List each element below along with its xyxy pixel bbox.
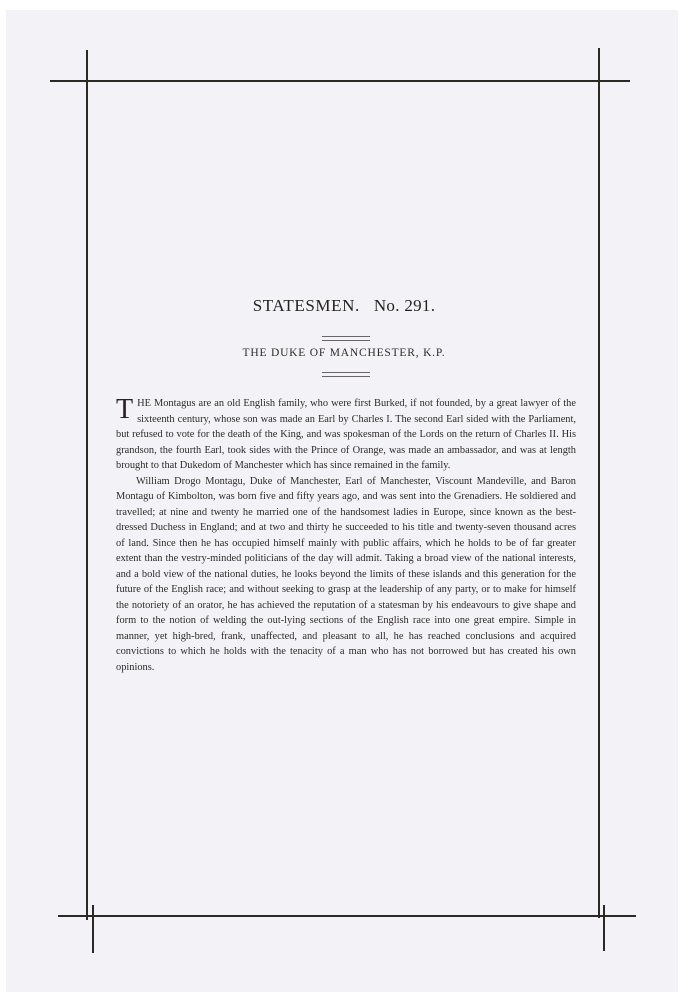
ornamental-rule-lower — [322, 372, 370, 377]
frame-top-rule — [50, 80, 630, 82]
first-word-rest: HE — [137, 398, 151, 409]
ornamental-rule-upper — [322, 336, 370, 341]
series-number: No. 291. — [373, 296, 436, 315]
frame-right-lower-rule — [603, 905, 605, 951]
series-heading — [88, 296, 600, 316]
article-paragraph-2: William Drogo Montagu, Duke of Manchester, Earl of Manchester, Viscount Mandeville, and Baron Montagu of Kimbolton, was born five and fifty years ago, and was sent into the Grenadiers. He soldiered and travelled; at nine and twenty he married one of the handsomest ladies in Europe, since known as the best-dressed Duchess in England; and at two and thirty he succeeded to his title and twenty-seven thousand acres of land. Since then he has occupied himself mainly with public affairs, which he holds to be of far greater extent than the vestry-minded politicians of the day will admit. Taking a broad view of the national interests, and a bold view of the national duties, he looks beyond the limits of these islands and this generation for the future of the English race; and without seeking to grasp at the leadership of any party, or to make for himself the notoriety of an orator, he has achieved the reputation of a statesman by his endeavours to give shape and form to the notion of welding the out-lying sections of the English race into one great empire. Simple in manner, yet high-bred, frank, unaffected, and pleasant to all, he has reached conclusions and acquired convictions to which he holds with the tenacity of a man who has not borrowed but has created his own opinions. — [116, 475, 576, 673]
paragraph-1-text: Montagus are an old English family, who were first Burked, if not founded, by a great lawyer of the sixteenth century, whose son was made an Earl by Charles I. The second Earl sided with the Parliament, but refused to vote for the death of the King, and was spokesman of the Lords on the return of Charles II. His grandson, the fourth Earl, took sides with the Prince of Orange, was made an ambassador, and was at length brought to that Dukedom of Manchester which has since remained in the family. — [116, 398, 576, 471]
frame-right-rule — [598, 48, 600, 918]
drop-cap: T — [116, 394, 134, 425]
subject-title: THE DUKE OF MANCHESTER, K.P. — [242, 347, 446, 359]
frame-left-lower-rule — [92, 905, 94, 953]
article-body — [116, 396, 576, 675]
article-paragraph-1 — [116, 396, 576, 474]
series-title: STATESMEN. — [252, 296, 360, 315]
frame-left-rule — [86, 50, 88, 920]
frame-bottom-rule — [58, 915, 636, 917]
